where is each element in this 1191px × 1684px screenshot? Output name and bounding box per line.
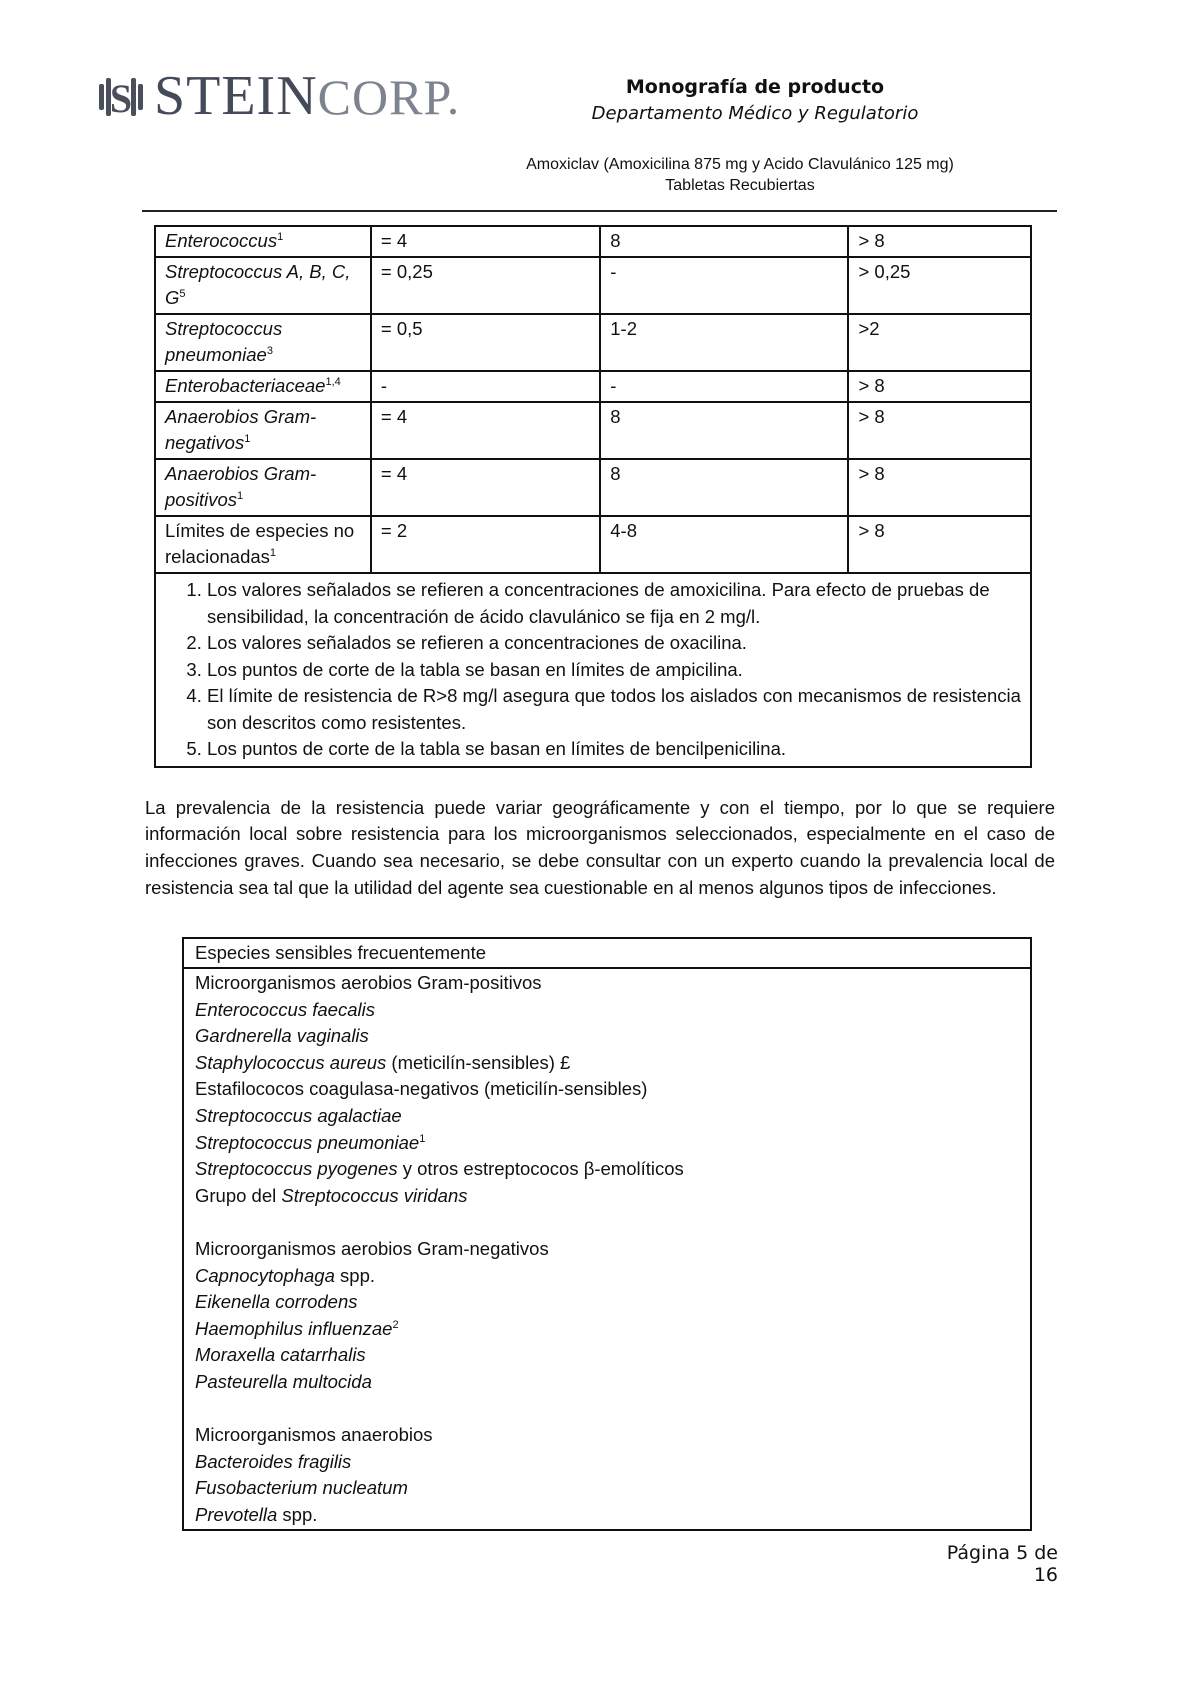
list-item: Eikenella corrodens — [195, 1291, 358, 1313]
anaerobes-title: Microorganismos anaerobios — [195, 1424, 433, 1446]
value-cell: 8 — [600, 402, 848, 459]
blank-line — [195, 1396, 1019, 1423]
list-item: Capnocytophaga spp. — [195, 1264, 375, 1286]
table-row — [155, 516, 1031, 573]
organism-cell: Anaerobios Gram-negativos$^1$ — [155, 402, 371, 459]
value-cell: > 8 — [848, 226, 1031, 257]
product-form: Tabletas Recubiertas — [665, 177, 815, 194]
blank-line — [195, 1209, 1019, 1236]
species-list — [184, 969, 1030, 1528]
value-cell: 1-2 — [600, 314, 848, 371]
value-cell: > 8 — [848, 459, 1031, 516]
steincorp-emblem-icon — [96, 70, 146, 122]
list-item: Enterococcus faecalis — [195, 998, 375, 1020]
organism-cell: Enterococcus$^1$ — [155, 226, 371, 257]
value-cell: 4-8 — [600, 516, 848, 573]
notes-cell — [155, 573, 1031, 767]
value-cell: 8 — [600, 459, 848, 516]
value-cell: > 8 — [848, 516, 1031, 573]
footnote-item: 2. Los valores señalados se refieren a concentraciones de oxacilina. — [207, 630, 1021, 657]
value-cell: = 4 — [371, 459, 600, 516]
table-row — [155, 402, 1031, 459]
notes-row — [155, 573, 1031, 767]
footnote-item: 5. Los puntos de corte de la tabla se basan en límites de bencilpenicilina. — [207, 736, 1021, 763]
list-item: Bacteroides fragilis — [195, 1450, 352, 1472]
value-cell: = 0,25 — [371, 257, 600, 314]
company-logo — [96, 66, 460, 126]
value-cell: = 0,5 — [371, 314, 600, 371]
list-item: Grupo del Streptococcus viridans — [195, 1184, 468, 1206]
value-cell: - — [371, 371, 600, 402]
gram-positive-title: Microorganismos aerobios Gram-positivos — [195, 972, 542, 993]
logo-wordmark: STEINCORP. — [154, 64, 461, 127]
list-item: Haemophilus influenzae$^2$ — [195, 1317, 399, 1339]
value-cell: = 4 — [371, 226, 600, 257]
value-cell: = 2 — [371, 516, 600, 573]
value-cell: - — [600, 257, 848, 314]
footnotes-list — [165, 577, 1021, 763]
product-name: Amoxiclav (Amoxicilina 875 mg y Acido Clavulánico 125 mg) — [526, 156, 954, 173]
document-title: Monografía de producto — [625, 76, 885, 98]
table-row — [155, 314, 1031, 371]
footnote-item: 1. Los valores señalados se refieren a concentraciones de amoxicilina. Para efecto de pruebas de sensibilidad, la concentración de ácido clavulánico se fija en 2 mg/l. — [207, 577, 1021, 630]
table-row — [155, 371, 1031, 402]
species-table-header: Especies sensibles frecuentemente — [184, 939, 1030, 969]
resistance-paragraph: La prevalencia de la resistencia puede variar geográficamente y con el tiempo, por lo que se requiere información local sobre resistencia para los microorganismos seleccionados, especialmente en el caso de infecciones graves. Cuando sea necesario, se debe consultar con un experto cuando la prevalencia local de resistencia sea tal que la utilidad del agente sea cuestionable en al menos algunos tipos de infecciones. — [145, 796, 1055, 898]
list-item: Fusobacterium nucleatum — [195, 1477, 408, 1499]
species-table — [182, 937, 1032, 1531]
value-cell: > 0,25 — [848, 257, 1031, 314]
organism-cell: Streptococcus pneumoniae$^3$ — [155, 314, 371, 371]
value-cell: >2 — [848, 314, 1031, 371]
footnote-item: 4. El límite de resistencia de R>8 mg/l asegura que todos los aislados con mecanismos de resistencia son descritos como resistentes. — [207, 683, 1021, 736]
value-cell: > 8 — [848, 371, 1031, 402]
organism-cell: Límites de especies no relacionadas$^1$ — [155, 516, 371, 573]
department-subtitle: Departamento Médico y Regulatorio — [591, 103, 919, 124]
list-item: Streptococcus pyogenes y otros estreptococos β-emolíticos — [195, 1158, 684, 1180]
value-cell: - — [600, 371, 848, 402]
table-row — [155, 459, 1031, 516]
organism-cell: Streptococcus A, B, C, $G^5$ — [155, 257, 371, 314]
table-row — [155, 257, 1031, 314]
page-number: Página 5 de 16 — [946, 1542, 1058, 1586]
list-item: Staphylococcus aureus (meticilín-sensibles) £ — [195, 1051, 571, 1073]
footnote-item: 3. Los puntos de corte de la tabla se basan en límites de ampicilina. — [207, 657, 1021, 684]
list-item: Prevotella spp. — [195, 1503, 318, 1525]
gram-negative-title: Microorganismos aerobios Gram-negativos — [195, 1237, 549, 1259]
list-item: Streptococcus pneumoniae$^1$ — [195, 1131, 426, 1153]
organism-cell: Anaerobios Gram-positivos$^1$ — [155, 459, 371, 516]
svg-text:S: S — [109, 76, 133, 121]
breakpoints-table — [154, 225, 1032, 768]
value-cell: > 8 — [848, 402, 1031, 459]
organism-cell: Enterobacteriaceae$^{1,4}$ — [155, 371, 371, 402]
value-cell: = 4 — [371, 402, 600, 459]
list-item: Estafilococos coagulasa-negativos (meticilín-sensibles) — [195, 1078, 648, 1100]
header-divider — [142, 210, 1057, 212]
value-cell: 8 — [600, 226, 848, 257]
list-item: Pasteurella multocida — [195, 1370, 372, 1392]
list-item: Moraxella catarrhalis — [195, 1344, 366, 1366]
list-item: Streptococcus agalactiae — [195, 1104, 402, 1126]
list-item: Gardnerella vaginalis — [195, 1025, 369, 1047]
table-row — [155, 226, 1031, 257]
